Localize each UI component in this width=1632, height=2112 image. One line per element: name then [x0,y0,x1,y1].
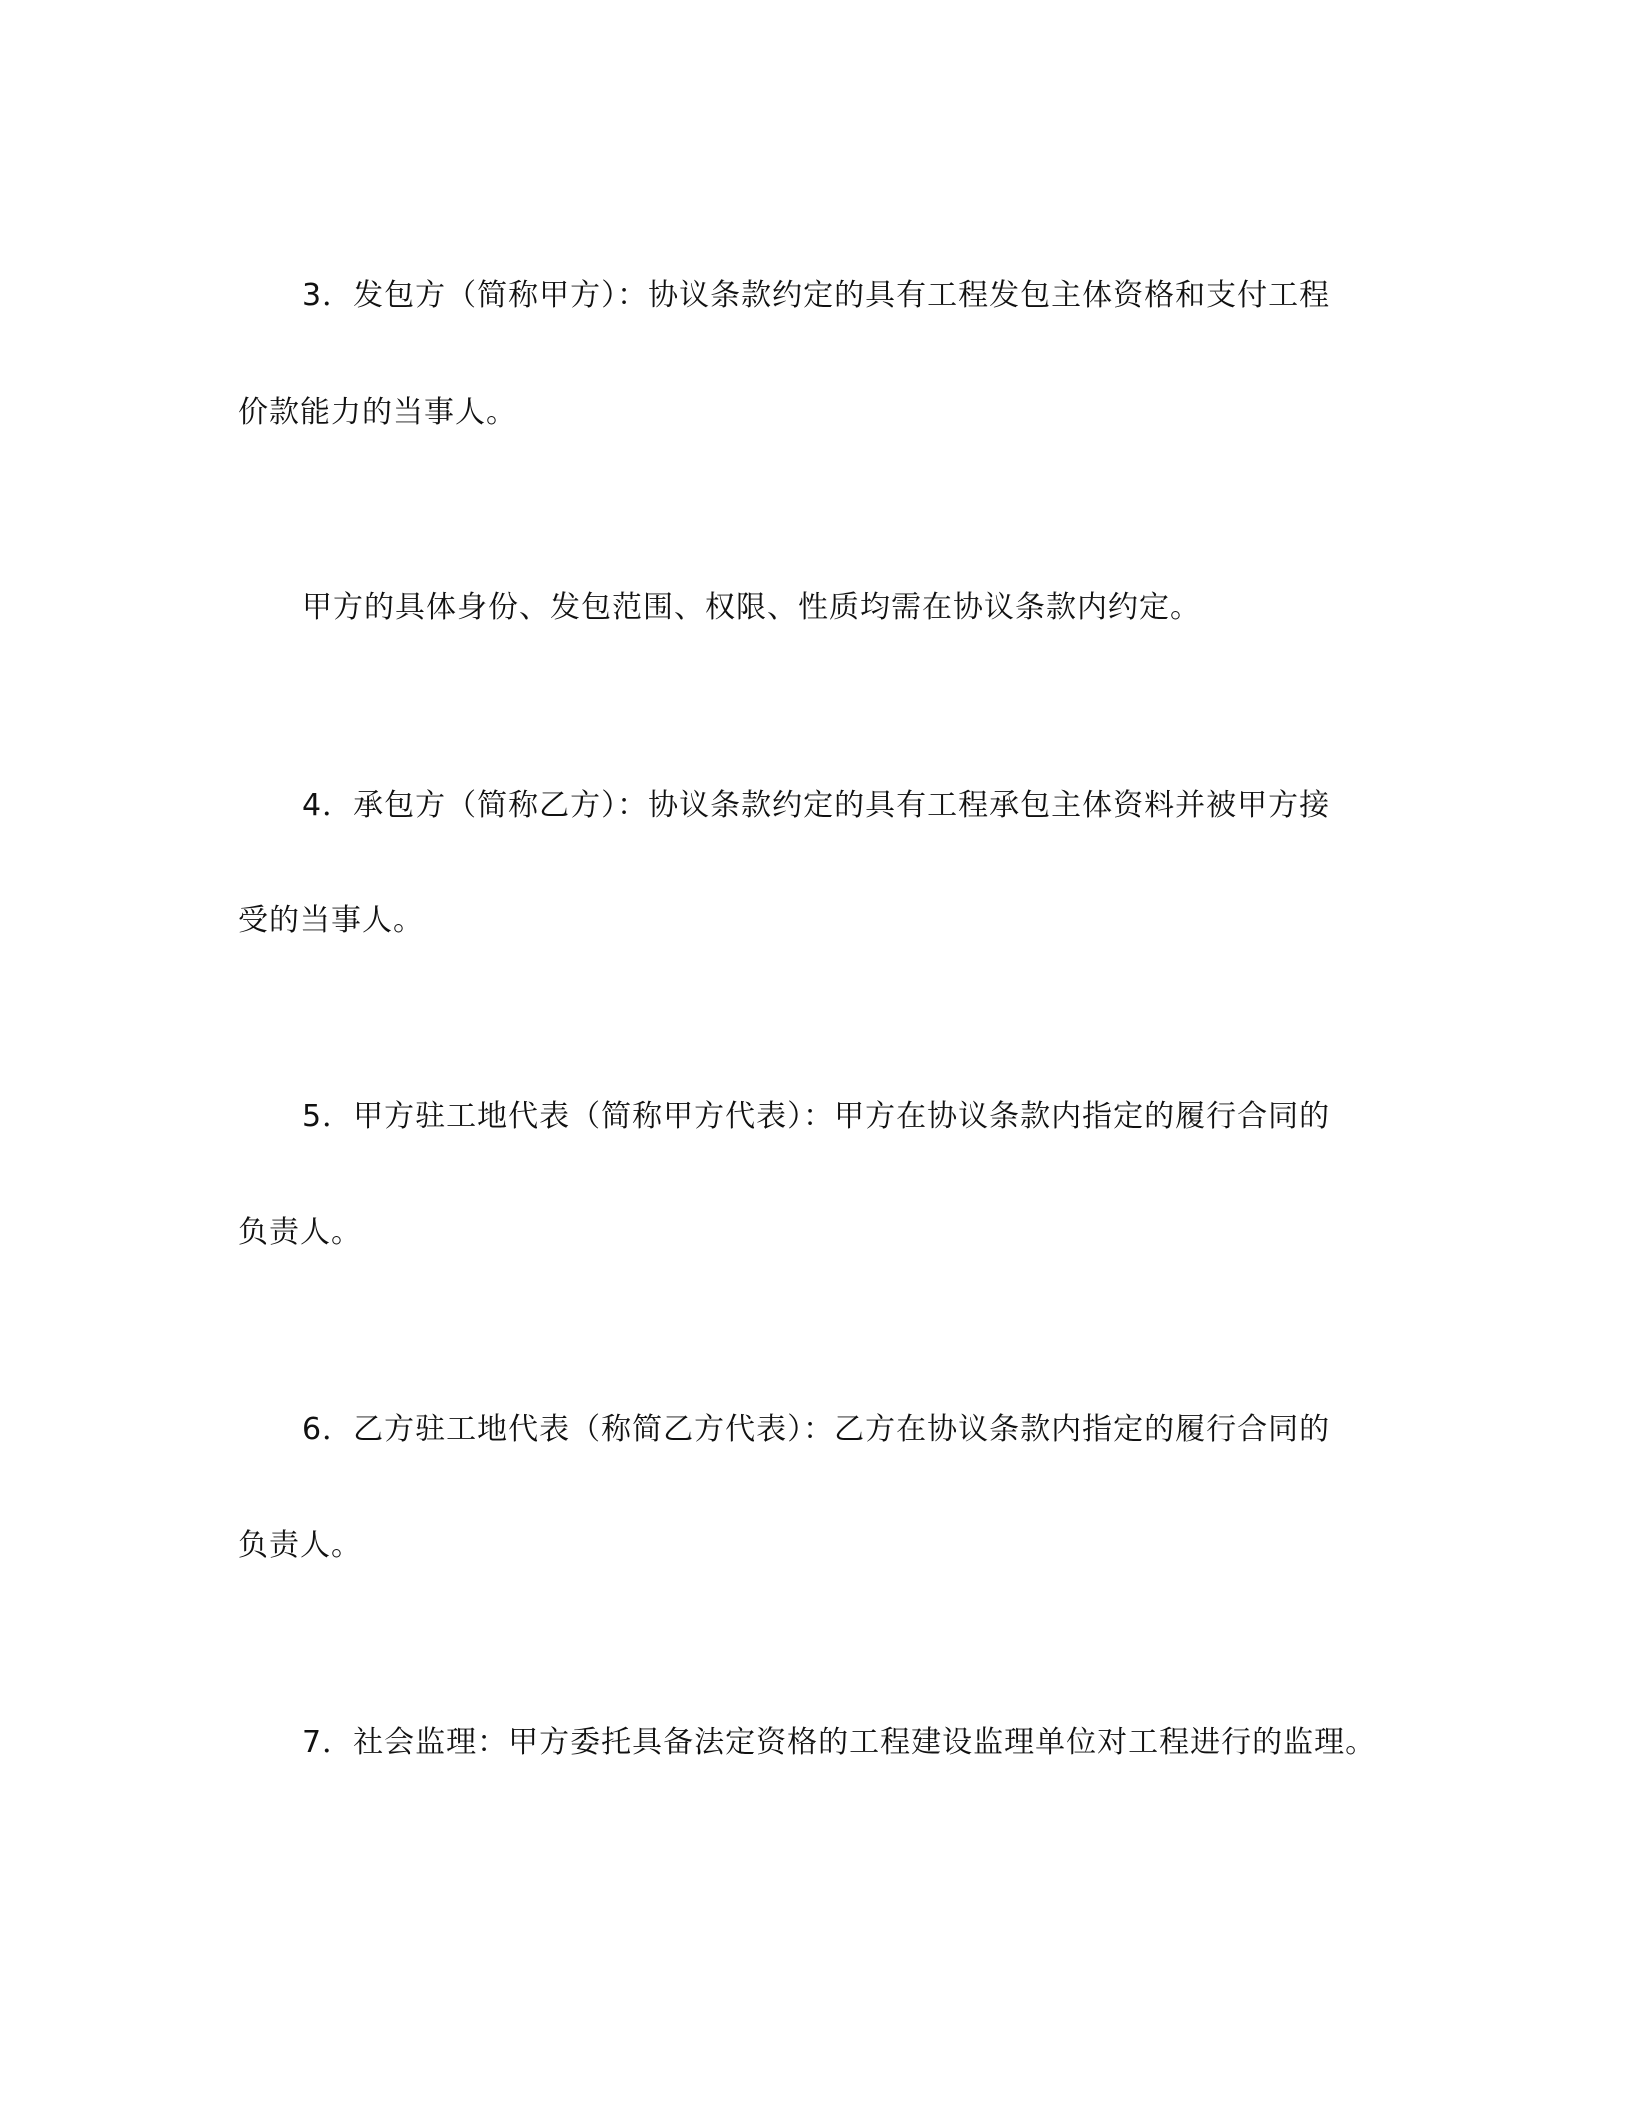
clause-7-line-1: 7．社会监理：甲方委托具备法定资格的工程建设监理单位对工程进行的监理。 [302,1725,1377,1760]
clause-5-line-2: 负责人。 [238,1215,362,1250]
clause-3-line-1: 3．发包方（简称甲方）：协议条款约定的具有工程发包主体资格和支付工程 [302,278,1331,313]
clause-6-line-1: 6．乙方驻工地代表（称简乙方代表）：乙方在协议条款内指定的履行合同的 [302,1412,1331,1447]
clause-6-line-2: 负责人。 [238,1528,362,1563]
clause-4-line-1: 4．承包方（简称乙方）：协议条款约定的具有工程承包主体资料并被甲方接 [302,788,1331,823]
clause-3-line-2: 价款能力的当事人。 [238,395,517,430]
clause-5-line-1: 5．甲方驻工地代表（简称甲方代表）：甲方在协议条款内指定的履行合同的 [302,1099,1331,1134]
party-a-scope-paragraph: 甲方的具体身份、发包范围、权限、性质均需在协议条款内约定。 [302,590,1201,625]
clause-4-line-2: 受的当事人。 [238,903,424,938]
